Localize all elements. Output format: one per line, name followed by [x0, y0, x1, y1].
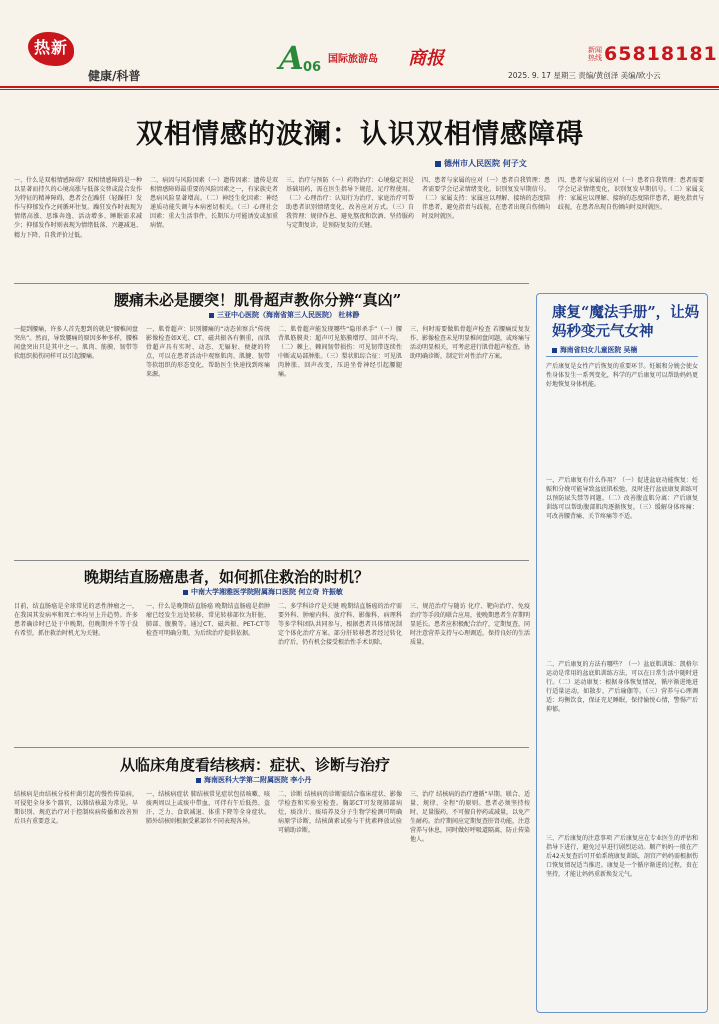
section-divider	[14, 560, 529, 561]
colon-cancer-col-3: 二、多学科诊疗是关键 晚期结直肠癌的治疗需要外科、肿瘤内科、放疗科、影像科、病理科等多学科团队共同参与，根据患者具体情况制定个体化治疗方案。部分肝转移患者经过转化治疗后，仍有机会接受根治性手术切除。	[278, 603, 402, 647]
section-divider	[14, 283, 529, 284]
main-col-2: 二、病因与风险因素（一）遗传因素：遗传是双相情感障碍最重要的风险因素之一，有家族史者患病风险显著增高。（二）神经生化因素：神经递质功能失调与本病密切相关。（三）心理社会因素：重大生活事件、长期压力可能诱发或加重病情。	[150, 177, 278, 230]
byline-square-icon	[183, 590, 188, 595]
tb-col-4: 三、治疗 结核病的治疗遵循“早期、联合、适量、规律、全程”的原则。患者必须坚持按时、足量服药，不可擅自停药或减量，以免产生耐药。治疗期间应定期复查肝肾功能，注意营养与休息，同时做好呼吸道隔离，防止传染他人。	[410, 791, 530, 844]
back-pain-byline-text: 三亚中心医院（海南省第三人民医院） 杜林静	[217, 311, 360, 319]
byline-square-icon	[552, 348, 557, 353]
colon-cancer-byline	[183, 587, 343, 597]
back-pain-headline: 腰痛未必是腰突！肌骨超声教你分辨“真凶”	[114, 291, 402, 309]
postpartum-para-2: 一、产后康复有什么作用？（一）促进盆底功能恢复：妊娠和分娩可能导致盆底肌松弛，及时进行盆底康复训练可以预防尿失禁等问题。（二）改善腹直肌分离：产后康复训练可以帮助腹部肌肉逐渐恢复。（三）缓解身体疼痛：可改善腰背痛、关节疼痛等不适。	[546, 477, 698, 521]
tb-col-3: 二、诊断 结核病的诊断需结合临床症状、影像学检查和实验室检查。胸部CT可发现肺部病灶，痰涂片、痰培养及分子生物学检测可明确病原学诊断，结核菌素试验与干扰素释放试验可辅助诊断。	[278, 791, 402, 835]
paper-name: 国际旅游岛	[328, 54, 378, 65]
colon-cancer-byline-text: 中南大学湘雅医学院附属海口医院 何立奇 许振敏	[191, 588, 343, 596]
postpartum-para-4: 三、产后康复的注意事项 产后康复应在专业医生的评估和指导下进行，避免过早进行剧烈运动。顺产妈妈一般在产后42天复查后可开始系统康复训练，剖宫产妈妈需根据伤口恢复情况适当推迟。康复是一个循序渐进的过程，贵在坚持，才能让妈妈重新焕发元气。	[546, 835, 698, 879]
back-pain-col-3: 二、肌骨超声能发现哪些“隐形杀手”（一）腰背肌筋膜炎：超声可见筋膜增厚、回声不均。（二）棘上、棘间韧带损伤：可见韧带连续性中断或局部肿胀。（三）梨状肌综合征：可见肌肉肿胀、回声改变，压迫坐骨神经引起腰腿痛。	[278, 326, 402, 379]
main-col-4: 四、患者与家属的应对（一）患者自我管理：患者需要学会记录情绪变化，识别复发早期信号。（二）家属支持：家属应以理解、接纳的态度陪伴患者，避免指责与歧视，在患者出现自伤倾向时及时就医。	[422, 177, 550, 221]
back-pain-col-2: 一、肌骨超声：识别腰痛的“动态侦察兵”传统影像检查如X光、CT、磁共振各有侧重，而肌骨超声具有实时、动态、无辐射、便捷的特点，可以在患者活动中观察肌肉、肌腱、韧带等软组织的形态变化，帮助医生快速找到疼痛来源。	[146, 326, 270, 379]
brand-name: 商报	[408, 48, 444, 69]
main-byline	[435, 158, 527, 169]
section-title: 健康/科普	[88, 69, 141, 83]
colon-cancer-col-2: 一、什么是晚期结直肠癌 晚期结直肠癌是指肿瘤已经发生远处转移，常见转移部位为肝脏、肺部、腹膜等。通过CT、磁共振、PET-CT等检查可明确分期，为后续治疗提供依据。	[146, 603, 270, 638]
tb-byline-text: 海南医科大学第二附属医院 李小丹	[204, 776, 312, 784]
postpartum-headline: 康复“魔法手册”，让妈妈秒变元气女神	[552, 304, 700, 340]
masthead-divider-thin	[0, 89, 719, 90]
main-headline: 双相情感的波澜：认识双相情感障碍	[136, 119, 584, 150]
tb-headline: 从临床角度看结核病：症状、诊断与治疗	[120, 756, 391, 774]
main-col-1: 一、什么是双相情感障碍？双相情感障碍是一种以显著而持久的心境高涨与低落交替或混合发作为特征的精神障碍，患者会在躁狂（轻躁狂）发作与抑郁发作之间循环往复。躁狂发作时表现为情绪高涨、思维奔逸、活动增多、睡眠需求减少；抑郁发作时则表现为情绪低落、兴趣减退、精力下降、自我评价过低。	[14, 177, 142, 239]
byline-square-icon	[435, 161, 441, 167]
masthead-divider	[0, 86, 719, 88]
section-logo: 热新	[34, 38, 69, 57]
page-letter: A	[279, 39, 304, 77]
back-pain-col-4: 三、何时需要做肌骨超声检查 若腰痛反复发作、影像检查未见明显椎间盘问题，或疼痛与活动明显相关，可考虑进行肌骨超声检查，协助明确诊断，制定针对性治疗方案。	[410, 326, 530, 361]
postpartum-byline	[552, 344, 637, 354]
colon-cancer-col-1: 目前，结直肠癌是全球常见的恶性肿瘤之一，在我国其发病率和死亡率均呈上升趋势。许多患者确诊时已处于中晚期，但晚期并不等于没有希望，抓住救治时机尤为关键。	[14, 603, 138, 638]
main-col-3: 三、治疗与预防（一）药物治疗：心境稳定剂是基础用药，需在医生指导下规范、足疗程使用。（二）心理治疗：认知行为治疗、家庭治疗可帮助患者识别情绪变化、改善应对方式。（三）自我管理：规律作息、避免熬夜和饮酒、坚持服药与定期复诊，是预防复发的关键。	[286, 177, 414, 230]
hotline-number: 65818181	[604, 43, 718, 65]
postpartum-para-3: 二、产后康复的方法有哪些？（一）盆底肌训练：凯格尔运动是常用的盆底肌训练方法，可以在日常生活中随时进行。（二）运动康复：根据身体恢复情况，循序渐进地进行适量运动，如散步、产后瑜伽等。（三）营养与心理调适：均衡饮食，保证充足睡眠，保持愉悦心情，警惕产后抑郁。	[546, 661, 698, 714]
dateline: 2025. 9. 17 星期三 责编/黄创泽 美编/欧小云	[508, 71, 661, 80]
tb-byline	[196, 775, 311, 785]
section-divider	[14, 747, 529, 748]
byline-square-icon	[196, 778, 201, 783]
main-col-5: 四、患者与家属的应对（一）患者自我管理：患者需要学会记录情绪变化，识别复发早期信号。（二）家属支持：家属应以理解、接纳的态度陪伴患者，避免指责与歧视，在患者出现自伤倾向时及时就医。	[558, 177, 704, 212]
page-number: 06	[303, 60, 322, 75]
colon-cancer-col-4: 三、规范治疗与随访 化疗、靶向治疗、免疫治疗等手段的联合应用，使晚期患者生存期明显延长。患者应积极配合治疗，定期复查，同时注意营养支持与心理调适，保持良好的生活质量。	[410, 603, 530, 647]
sidebar-divider	[546, 356, 698, 357]
main-byline-text: 德州市人民医院 何子文	[444, 159, 527, 168]
hotline-label: 新闻热线	[588, 46, 602, 62]
back-pain-byline	[209, 310, 359, 320]
colon-cancer-headline: 晚期结直肠癌患者，如何抓住救治的时机？	[84, 568, 370, 586]
tb-col-2: 一、结核病症状 肺结核常见症状包括咳嗽、咳痰两周以上或痰中带血，可伴有午后低热、盗汗、乏力、食欲减退、体重下降等全身症状。肺外结核则根据受累部位不同表现各异。	[146, 791, 270, 826]
masthead	[0, 0, 719, 86]
postpartum-para-1: 产后康复是女性产后恢复的重要环节。妊娠和分娩会使女性身体发生一系列变化，科学的产后康复可以帮助妈妈更好地恢复身体机能。	[546, 363, 698, 389]
byline-square-icon	[209, 313, 214, 318]
back-pain-col-1: 一提到腰痛，许多人首先想到的就是“腰椎间盘突出”。然而，导致腰痛的原因多种多样，腰椎间盘突出只是其中之一。肌肉、筋膜、韧带等软组织损伤同样可以引起腰痛。	[14, 326, 138, 361]
postpartum-byline-text: 海南省妇女儿童医院 吴楠	[560, 346, 638, 354]
tb-col-1: 结核病是由结核分枝杆菌引起的慢性传染病，可侵犯全身多个器官，以肺结核最为常见。早期识别、规范治疗对于控制疾病传播和改善预后具有重要意义。	[14, 791, 138, 826]
